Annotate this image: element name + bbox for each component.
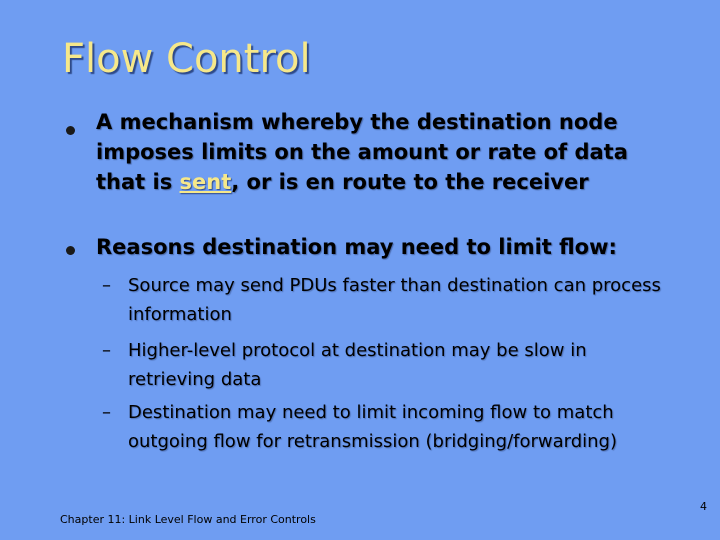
bullet-marker (66, 246, 75, 255)
bullet-1-text-end: , or is en route to the receiver (231, 170, 589, 194)
slide-title: Flow Control (62, 36, 311, 82)
bullet-1 (96, 107, 676, 197)
footer-text: Chapter 11: Link Level Flow and Error Controls (60, 513, 316, 526)
bullet-marker (66, 126, 75, 135)
dash-marker: – (102, 340, 111, 361)
page-number: 4 (700, 500, 707, 513)
sent-link[interactable]: sent (179, 170, 232, 194)
subbullet-1: Source may send PDUs faster than destination can process information (128, 275, 661, 325)
subbullet-3: Destination may need to limit incoming flow to match outgoing flow for retransmission (bridging/forwarding) (128, 402, 617, 452)
dash-marker: – (102, 275, 111, 296)
dash-marker: – (102, 402, 111, 423)
bullet-1-text-start: A mechanism whereby the destination node imposes limits on the amount or rate of data that is (96, 110, 628, 194)
subbullet-2: Higher-level protocol at destination may be slow in retrieving data (128, 340, 587, 390)
bullet-2: Reasons destination may need to limit flow: (96, 235, 617, 259)
